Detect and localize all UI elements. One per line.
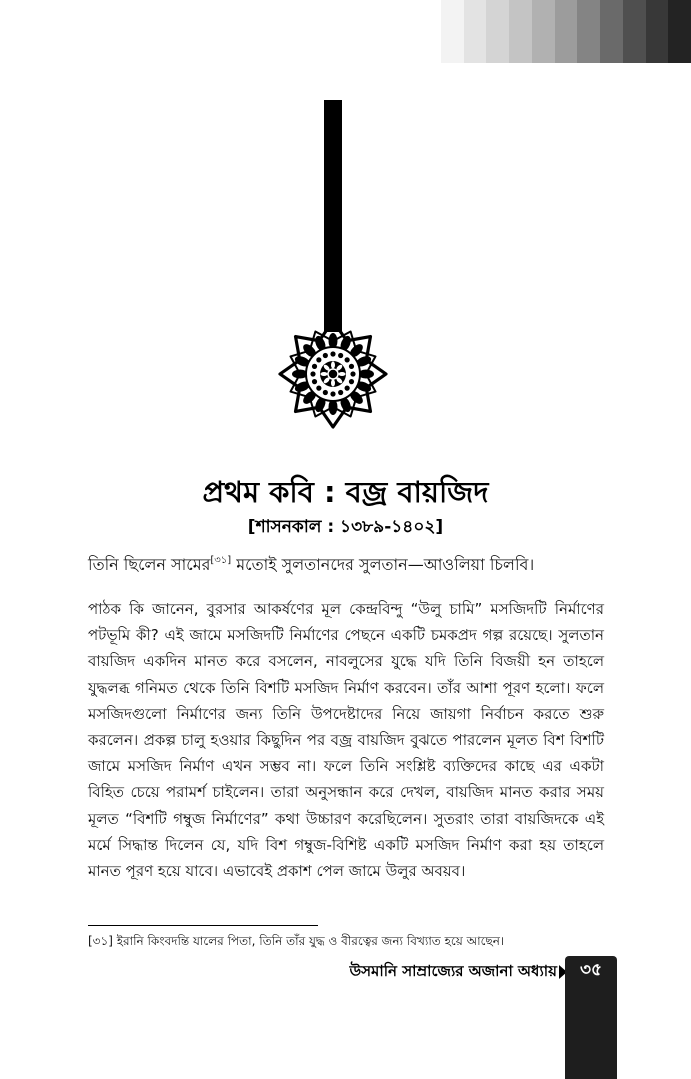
footnote-ref[interactable]: [৩১] [210,555,232,566]
gray-swatch-2 [464,0,487,63]
gray-swatch-11 [668,0,691,63]
footnote: [৩১] ইরানি কিংবদন্তি যালের পিতা, তিনি তাঁর যুদ্ধ ও বীরত্বের জন্য বিখ্যাত হয়ে আছেন। [88,934,505,948]
epigraph-text-start: তিনি ছিলেন সামের [88,555,211,574]
gray-swatch-9 [623,0,646,63]
gray-swatch-6 [555,0,578,63]
gray-swatch-3 [486,0,509,63]
gray-swatch-10 [646,0,669,63]
gray-swatch-4 [509,0,532,63]
running-footer-title: উসমানি সাম্রাজ্যের অজানা অধ্যায় [349,962,557,980]
epigraph [88,548,608,578]
gray-swatch-5 [532,0,555,63]
reign-period: [শাসনকাল : ১৩৮৯-১৪০২] [247,517,444,537]
gray-swatch-1 [441,0,464,63]
epigraph-text-end: মতোই সুলতানদের সুলতান—আওলিয়া চিলবি। [231,555,535,574]
page-number: ৩৫ [579,960,603,980]
body-paragraph: পাঠক কি জানেন, বুরসার আকর্ষণের মূল কেন্দ্রবিন্দু “উলু চামি” মসজিদটি নির্মাণের পটভূমি কী? এই জামে মসজিদটি নির্মাণের পেছনে একটি চমকপ্রদ গল্প রয়েছে। সুলতান বায়জিদ একদিন মানত করে বসলেন, নাবলুসের যুদ্ধে যদি তিনি বিজয়ী হন তাহলে যুদ্ধলব্ধ গনিমত থেকে তিনি বিশটি মসজিদ নির্মাণ করবেন। তাঁর আশা পূরণ হলো। ফলে মসজিদগুলো নির্মাণের জন্য তিনি উপদেষ্টাদের নিয়ে জায়গা নির্বাচন করতে শুরু করলেন। প্রকল্প চালু হওয়ার কিছুদিন পর বজ্র বায়জিদ বুঝতে পারলেন মূলত বিশ বিশটি জামে মসজিদ নির্মাণ এখন সম্ভব না। ফলে তিনি সংশ্লিষ্ট ব্যক্তিদের কাছে এর একটা বিহিত চেয়ে পরামর্শ চাইলেন। তারা অনুসন্ধান করে দেখল, বায়জিদ মানত করার সময় মূলত “বিশটি গম্বুজ নির্মাণের” কথা উচ্চারণ করেছিলেন। সুতরাং তারা বায়জিদকে এই মর্মে সিদ্ধান্ত দিলেন যে, যদি বিশ গম্বুজ-বিশিষ্ট একটি মসজিদ নির্মাণ করা হয় তাহলে মানত পূরণ হয়ে যাবে। এভাবেই প্রকাশ পেল জামে উলুর অবয়ব। [88,600,604,881]
gray-swatch-7 [577,0,600,63]
grayscale-calibration-strip [441,0,691,63]
decorative-vertical-bar [324,100,342,332]
mandala-icon [277,318,389,430]
chapter-title: প্রথম কবি : বজ্র বায়জিদ [202,475,489,509]
footnote-divider [88,925,318,926]
gray-swatch-8 [600,0,623,63]
